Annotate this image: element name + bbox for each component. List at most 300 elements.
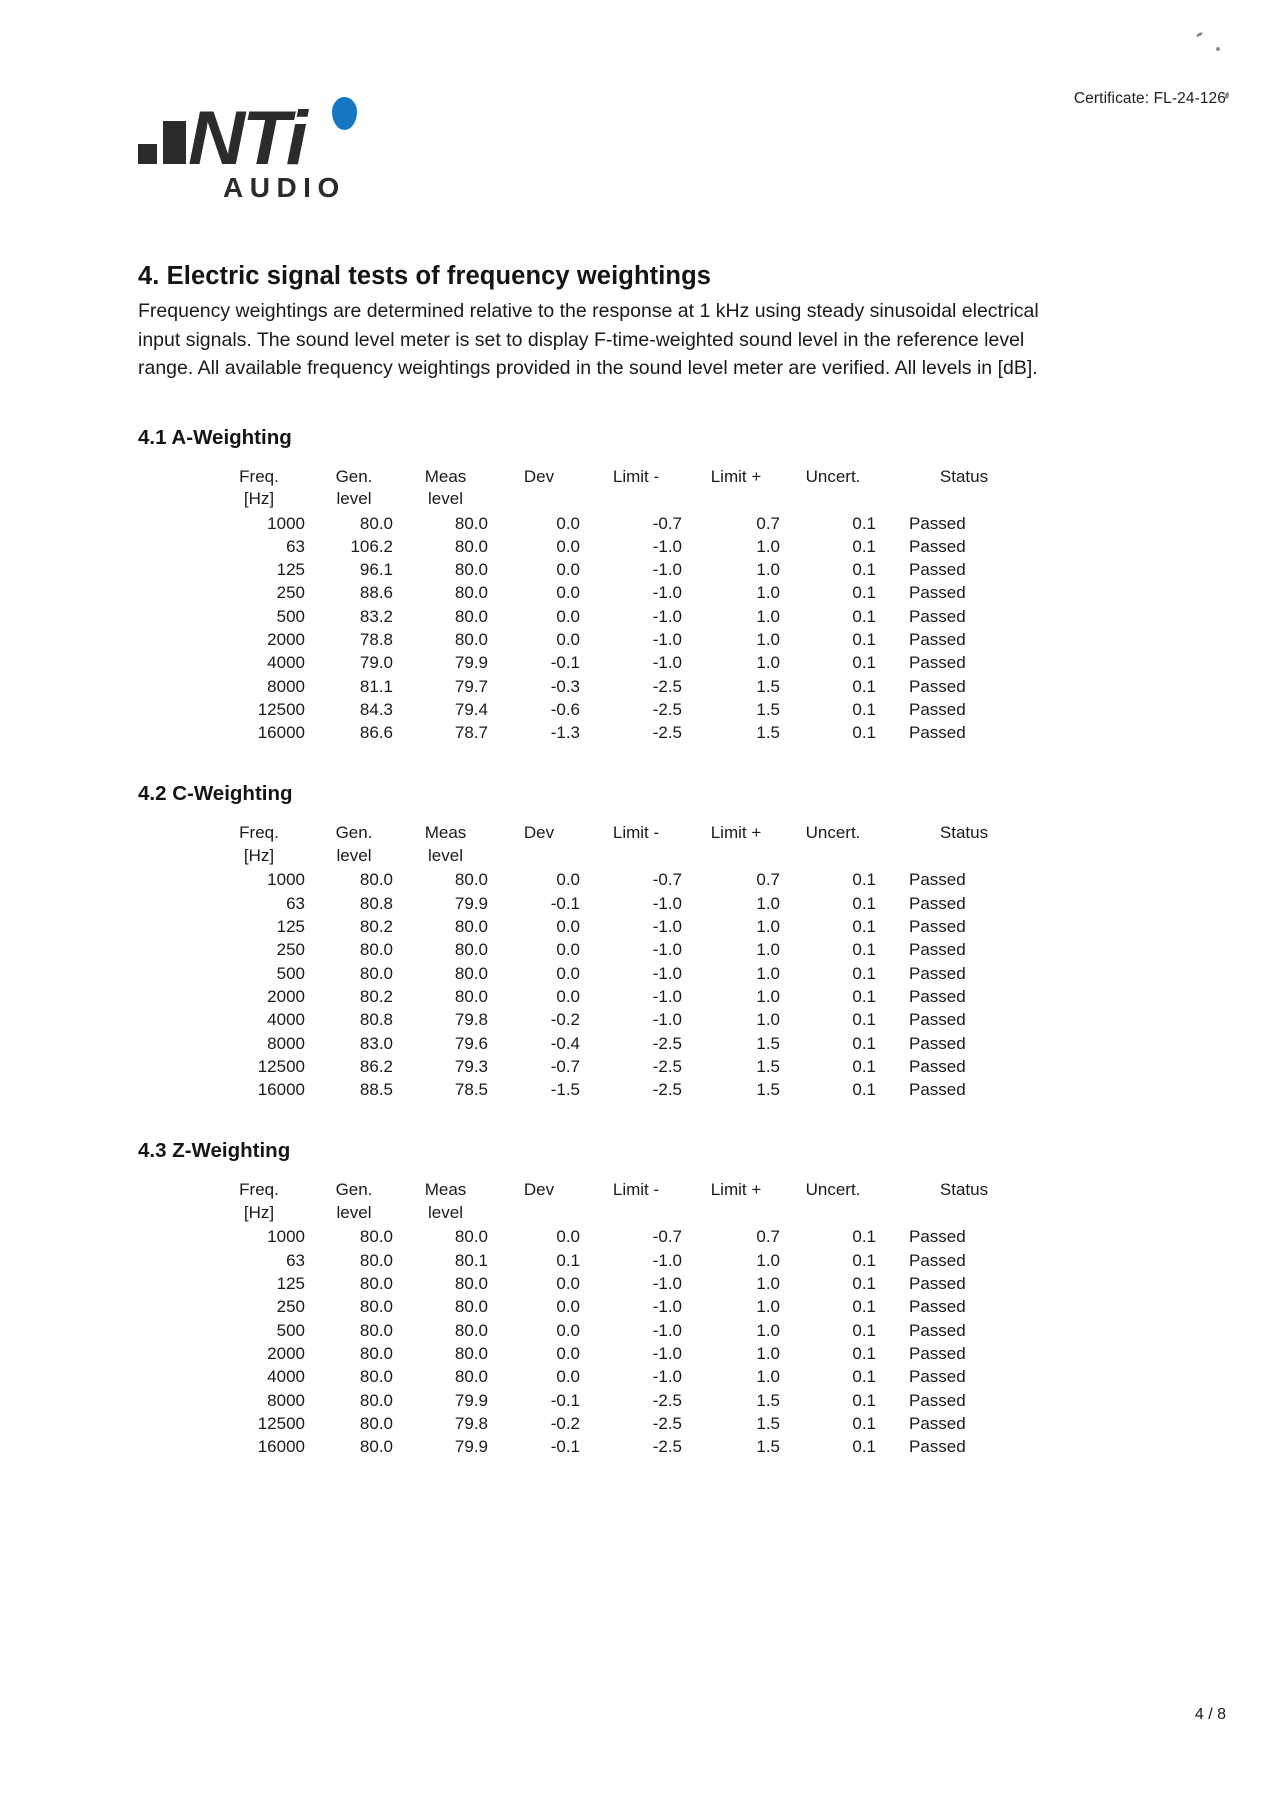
table-row: [213, 1365, 1019, 1388]
table-row: [213, 1249, 1019, 1272]
cell-uncert: 0.1: [852, 1297, 876, 1317]
cell-uncert: 0.1: [852, 699, 876, 719]
cell-uncert: 0.1: [852, 583, 876, 603]
cell-dev: 0.0: [556, 963, 580, 983]
cell-limit-plus: 0.7: [756, 513, 780, 533]
cell-limit-plus: 1.0: [756, 893, 780, 913]
cell-meas-level: 79.8: [454, 1413, 488, 1433]
col-header-limit-plus: Limit +: [710, 466, 762, 486]
cell-status: Passed: [909, 583, 966, 603]
cell-status: Passed: [909, 676, 966, 696]
table-header-row: [213, 822, 1019, 868]
cell-status: Passed: [909, 606, 966, 626]
cell-limit-minus: -1.0: [652, 1343, 682, 1363]
col-header-uncert: Uncert.: [805, 823, 861, 843]
cell-gen-level: 83.2: [359, 606, 393, 626]
cell-limit-minus: -1.0: [652, 606, 682, 626]
table-row: [213, 581, 1019, 604]
cell-frequency: 250: [276, 940, 305, 960]
cell-dev: 0.0: [556, 1367, 580, 1387]
col-header-limit-minus: Limit -: [612, 823, 660, 843]
cell-limit-plus: 0.7: [756, 1227, 780, 1247]
cell-uncert: 0.1: [852, 1010, 876, 1030]
cell-uncert: 0.1: [852, 1056, 876, 1076]
cell-status: Passed: [909, 653, 966, 673]
cell-uncert: 0.1: [852, 653, 876, 673]
cell-frequency: 500: [276, 606, 305, 626]
table-row: [213, 1389, 1019, 1412]
cell-status: Passed: [909, 1033, 966, 1053]
subsection-title: 4.2 C-Weighting: [138, 782, 293, 806]
cell-limit-plus: 1.0: [756, 1343, 780, 1363]
cell-frequency: 2000: [267, 1343, 305, 1363]
cell-limit-plus: 1.0: [756, 963, 780, 983]
cell-gen-level: 79.0: [359, 653, 393, 673]
weighting-subsection-1: [138, 426, 1148, 745]
cell-frequency: 250: [276, 583, 305, 603]
col-header-meas-line2: level: [428, 489, 463, 508]
cell-gen-level: 80.0: [359, 963, 393, 983]
cell-frequency: 8000: [267, 1390, 305, 1410]
cell-dev: 0.0: [556, 940, 580, 960]
cell-limit-plus: 1.5: [756, 1080, 780, 1100]
cell-frequency: 125: [276, 917, 305, 937]
cell-gen-level: 80.0: [359, 1250, 393, 1270]
cell-frequency: 125: [276, 560, 305, 580]
cell-meas-level: 80.0: [454, 536, 488, 556]
cell-status: Passed: [909, 940, 966, 960]
cell-status: Passed: [909, 629, 966, 649]
table-row: [213, 1342, 1019, 1365]
cell-uncert: 0.1: [852, 513, 876, 533]
document-content: [138, 262, 1148, 1458]
cell-uncert: 0.1: [852, 676, 876, 696]
col-header-meas-line1: Meas: [424, 823, 467, 843]
certificate-number: Certificate: FL-24-126: [1073, 90, 1226, 107]
cell-dev: -0.7: [550, 1056, 580, 1076]
cell-meas-level: 79.9: [454, 1390, 488, 1410]
cell-frequency: 63: [286, 893, 305, 913]
cell-limit-minus: -1.0: [652, 1010, 682, 1030]
cell-meas-level: 80.0: [454, 606, 488, 626]
col-header-frequency-line1: Freq.: [239, 823, 279, 843]
cell-meas-level: 80.0: [454, 940, 488, 960]
cell-limit-minus: -1.0: [652, 963, 682, 983]
cell-limit-minus: -2.5: [652, 676, 682, 696]
cell-dev: 0.1: [556, 1250, 580, 1270]
cell-limit-plus: 1.0: [756, 1297, 780, 1317]
cell-status: Passed: [909, 1227, 966, 1247]
cell-uncert: 0.1: [852, 940, 876, 960]
cell-status: Passed: [909, 1413, 966, 1433]
col-header-gen-line2: level: [336, 845, 372, 865]
cell-meas-level: 79.7: [454, 676, 488, 696]
cell-meas-level: 80.1: [454, 1250, 488, 1270]
cell-meas-level: 80.0: [454, 513, 488, 533]
measurement-table: [213, 1179, 1019, 1458]
cell-uncert: 0.1: [852, 560, 876, 580]
cell-dev: 0.0: [556, 1227, 580, 1247]
cell-dev: 0.0: [556, 870, 580, 890]
cell-limit-minus: -1.0: [652, 629, 682, 649]
cell-uncert: 0.1: [852, 986, 876, 1006]
cell-status: Passed: [909, 1390, 966, 1410]
logo-bar-large-icon: [163, 121, 186, 164]
table-row: [213, 675, 1019, 698]
col-header-gen-line1: Gen.: [335, 1180, 373, 1200]
table-body: [213, 1225, 1019, 1458]
measurement-table-wrapper: [213, 822, 1148, 1101]
col-header-gen-line2: level: [336, 489, 372, 508]
cell-frequency: 16000: [257, 723, 305, 743]
logo-wordmark: NTi: [188, 96, 305, 181]
cell-dev: -0.4: [550, 1033, 580, 1053]
section-intro-paragraph: Frequency weightings are determined relative to the response at 1 kHz using steady sinusoidal electrical input signals. The sound level meter is set to display F-time-weighted sound level in the reference level range. All available frequency weightings provided in the sound level meter are verified. All levels in [dB].: [138, 300, 1039, 379]
cell-status: Passed: [909, 986, 966, 1006]
cell-limit-minus: -2.5: [652, 699, 682, 719]
cell-limit-plus: 1.0: [756, 1274, 780, 1294]
cell-limit-plus: 1.0: [756, 1250, 780, 1270]
cell-uncert: 0.1: [852, 1227, 876, 1247]
cell-uncert: 0.1: [852, 1367, 876, 1387]
cell-meas-level: 79.9: [454, 653, 488, 673]
cell-limit-minus: -1.0: [652, 986, 682, 1006]
col-header-frequency-line2: [Hz]: [243, 845, 275, 865]
cell-frequency: 1000: [267, 1227, 305, 1247]
cell-meas-level: 80.0: [454, 870, 488, 890]
cell-limit-minus: -2.5: [652, 1033, 682, 1053]
cell-limit-minus: -2.5: [652, 1080, 682, 1100]
cell-dev: -0.6: [550, 699, 580, 719]
table-row: [213, 1295, 1019, 1318]
cell-status: Passed: [909, 1250, 966, 1270]
cell-frequency: 12500: [257, 699, 305, 719]
weighting-subsections: [138, 426, 1148, 1459]
cell-uncert: 0.1: [852, 1320, 876, 1340]
cell-frequency: 1000: [267, 513, 305, 533]
cell-dev: -0.1: [550, 893, 580, 913]
cell-meas-level: 80.0: [454, 629, 488, 649]
col-header-limit-plus: Limit +: [710, 1180, 762, 1200]
cell-limit-minus: -1.0: [652, 1274, 682, 1294]
cell-gen-level: 80.2: [359, 917, 393, 937]
cell-dev: 0.0: [556, 513, 580, 533]
col-header-gen-level: [305, 822, 393, 868]
cell-meas-level: 79.4: [454, 699, 488, 719]
cell-meas-level: 80.0: [454, 560, 488, 580]
measurement-table: [213, 822, 1019, 1101]
col-header-frequency-line1: Freq.: [239, 1180, 279, 1200]
col-header-frequency-line1: Freq.: [239, 466, 279, 486]
cell-dev: 0.0: [556, 629, 580, 649]
cell-limit-plus: 1.5: [756, 699, 780, 719]
cell-meas-level: 80.0: [454, 1297, 488, 1317]
cell-limit-plus: 1.0: [756, 583, 780, 603]
cell-uncert: 0.1: [852, 1274, 876, 1294]
col-header-gen-level: [305, 466, 393, 512]
cell-limit-plus: 1.0: [756, 560, 780, 580]
table-row: [213, 512, 1019, 535]
cell-limit-plus: 1.5: [756, 1390, 780, 1410]
cell-dev: -1.5: [550, 1080, 580, 1100]
table-head: [213, 822, 1019, 868]
cell-status: Passed: [909, 917, 966, 937]
col-header-meas-level: [393, 822, 488, 868]
cell-frequency: 8000: [267, 1033, 305, 1053]
cell-meas-level: 79.9: [454, 1437, 488, 1457]
cell-limit-plus: 1.0: [756, 606, 780, 626]
cell-dev: -1.3: [550, 723, 580, 743]
cell-meas-level: 80.0: [454, 1320, 488, 1340]
cell-status: Passed: [909, 513, 966, 533]
table-body: [213, 868, 1019, 1101]
col-header-frequency: [213, 466, 305, 512]
cell-gen-level: 80.0: [359, 1390, 393, 1410]
cell-limit-minus: -1.0: [652, 560, 682, 580]
cell-dev: 0.0: [556, 606, 580, 626]
table-row: [213, 721, 1019, 744]
cell-gen-level: 106.2: [350, 536, 393, 556]
col-header-status: Status: [939, 1180, 989, 1200]
cell-status: Passed: [909, 1274, 966, 1294]
cell-limit-plus: 1.0: [756, 629, 780, 649]
cell-uncert: 0.1: [852, 1413, 876, 1433]
cell-gen-level: 80.8: [359, 893, 393, 913]
cell-dev: 0.0: [556, 917, 580, 937]
cell-limit-plus: 1.0: [756, 653, 780, 673]
col-header-limit-plus: Limit +: [710, 823, 762, 843]
cell-frequency: 125: [276, 1274, 305, 1294]
scan-speck-icon: [1216, 47, 1220, 51]
measurement-table-wrapper: [213, 1179, 1148, 1458]
cell-dev: 0.0: [556, 1343, 580, 1363]
cell-status: Passed: [909, 1010, 966, 1030]
col-header-meas-line1: Meas: [424, 1180, 467, 1200]
cell-status: Passed: [909, 560, 966, 580]
cell-limit-minus: -1.0: [652, 1367, 682, 1387]
cell-dev: -0.1: [550, 1437, 580, 1457]
cell-dev: -0.1: [550, 653, 580, 673]
cell-meas-level: 80.0: [454, 583, 488, 603]
cell-frequency: 500: [276, 1320, 305, 1340]
cell-limit-minus: -2.5: [652, 1437, 682, 1457]
cell-uncert: 0.1: [852, 963, 876, 983]
cell-status: Passed: [909, 870, 966, 890]
cell-gen-level: 86.2: [359, 1056, 393, 1076]
table-row: [213, 1412, 1019, 1435]
cell-status: Passed: [909, 1297, 966, 1317]
table-row: [213, 1078, 1019, 1101]
cell-meas-level: 79.3: [454, 1056, 488, 1076]
table-row: [213, 938, 1019, 961]
col-header-meas-line2: level: [428, 845, 463, 865]
table-header-row: [213, 1179, 1019, 1225]
cell-dev: 0.0: [556, 986, 580, 1006]
cell-meas-level: 80.0: [454, 1274, 488, 1294]
cell-status: Passed: [909, 723, 966, 743]
cell-frequency: 4000: [267, 1010, 305, 1030]
table-row: [213, 868, 1019, 891]
cell-dev: -0.2: [550, 1413, 580, 1433]
cell-limit-minus: -2.5: [652, 1413, 682, 1433]
cell-meas-level: 80.0: [454, 917, 488, 937]
cell-dev: 0.0: [556, 1274, 580, 1294]
cell-status: Passed: [909, 893, 966, 913]
cell-limit-plus: 1.5: [756, 1033, 780, 1053]
cell-status: Passed: [909, 536, 966, 556]
table-row: [213, 1272, 1019, 1295]
cell-uncert: 0.1: [852, 917, 876, 937]
cell-gen-level: 80.0: [359, 1437, 393, 1457]
col-header-gen-level: [305, 1179, 393, 1225]
cell-gen-level: 80.0: [359, 1343, 393, 1363]
cell-gen-level: 83.0: [359, 1033, 393, 1053]
col-header-meas-line2: level: [428, 1202, 463, 1222]
col-header-frequency: [213, 822, 305, 868]
cell-meas-level: 80.0: [454, 1227, 488, 1247]
cell-meas-level: 79.9: [454, 893, 488, 913]
cell-frequency: 1000: [267, 870, 305, 890]
page-number-footer: 4 / 8: [1194, 1706, 1226, 1723]
cell-limit-minus: -1.0: [652, 583, 682, 603]
cell-frequency: 4000: [267, 1367, 305, 1387]
cell-frequency: 2000: [267, 629, 305, 649]
cell-uncert: 0.1: [852, 723, 876, 743]
cell-limit-minus: -1.0: [652, 893, 682, 913]
cell-limit-minus: -0.7: [652, 870, 682, 890]
col-header-dev: Dev: [523, 466, 555, 486]
cell-limit-minus: -1.0: [652, 653, 682, 673]
cell-frequency: 63: [286, 1250, 305, 1270]
cell-frequency: 2000: [267, 986, 305, 1006]
logo-subtext: AUDIO: [223, 172, 346, 203]
table-row: [213, 915, 1019, 938]
table-row: [213, 1055, 1019, 1078]
cell-limit-minus: -1.0: [652, 1320, 682, 1340]
cell-limit-plus: 1.5: [756, 1413, 780, 1433]
cell-limit-minus: -1.0: [652, 1297, 682, 1317]
cell-gen-level: 80.0: [359, 1227, 393, 1247]
table-row: [213, 651, 1019, 674]
weighting-subsection-3: [138, 1139, 1148, 1458]
table-row: [213, 558, 1019, 581]
table-row: [213, 1032, 1019, 1055]
cell-dev: 0.0: [556, 536, 580, 556]
cell-meas-level: 80.0: [454, 1343, 488, 1363]
cell-dev: -0.1: [550, 1390, 580, 1410]
cell-frequency: 250: [276, 1297, 305, 1317]
col-header-status: Status: [939, 466, 989, 486]
cell-limit-plus: 1.5: [756, 1437, 780, 1457]
cell-status: Passed: [909, 1367, 966, 1387]
weighting-subsection-2: [138, 782, 1148, 1101]
cell-gen-level: 88.6: [359, 583, 393, 603]
cell-frequency: 16000: [257, 1080, 305, 1100]
table-head: [213, 466, 1019, 512]
table-body: [213, 512, 1019, 745]
cell-meas-level: 80.0: [454, 986, 488, 1006]
cell-dev: 0.0: [556, 1297, 580, 1317]
measurement-table: [213, 466, 1019, 745]
table-row: [213, 985, 1019, 1008]
cell-frequency: 63: [286, 536, 305, 556]
cell-dev: 0.0: [556, 1320, 580, 1340]
cell-limit-minus: -0.7: [652, 1227, 682, 1247]
logo-bar-small-icon: [138, 144, 157, 164]
cell-status: Passed: [909, 1343, 966, 1363]
cell-gen-level: 78.8: [359, 629, 393, 649]
cell-limit-plus: 0.7: [756, 870, 780, 890]
table-row: [213, 605, 1019, 628]
cell-meas-level: 80.0: [454, 963, 488, 983]
col-header-gen-line1: Gen.: [335, 466, 373, 486]
cell-meas-level: 80.0: [454, 1367, 488, 1387]
cell-limit-plus: 1.5: [756, 676, 780, 696]
cell-gen-level: 80.0: [359, 940, 393, 960]
cell-gen-level: 86.6: [359, 723, 393, 743]
cell-status: Passed: [909, 1320, 966, 1340]
cell-frequency: 4000: [267, 653, 305, 673]
cell-dev: 0.0: [556, 560, 580, 580]
measurement-table-wrapper: [213, 466, 1148, 745]
col-header-limit-minus: Limit -: [612, 466, 660, 486]
cell-gen-level: 96.1: [359, 560, 393, 580]
cell-limit-plus: 1.0: [756, 1367, 780, 1387]
cell-dev: -0.2: [550, 1010, 580, 1030]
cell-limit-plus: 1.0: [756, 1320, 780, 1340]
cell-gen-level: 80.2: [359, 986, 393, 1006]
cell-gen-level: 81.1: [359, 676, 393, 696]
cell-gen-level: 80.0: [359, 1367, 393, 1387]
cell-status: Passed: [909, 699, 966, 719]
table-row: [213, 535, 1019, 558]
subsection-title: 4.1 A-Weighting: [138, 425, 292, 449]
cell-meas-level: 78.5: [454, 1080, 488, 1100]
cell-status: Passed: [909, 1080, 966, 1100]
cell-status: Passed: [909, 1437, 966, 1457]
table-row: [213, 1008, 1019, 1031]
table-row: [213, 1435, 1019, 1458]
col-header-frequency-line2: [Hz]: [243, 1202, 275, 1222]
col-header-frequency: [213, 1179, 305, 1225]
cell-status: Passed: [909, 963, 966, 983]
table-header-row: [213, 466, 1019, 512]
cell-limit-plus: 1.5: [756, 1056, 780, 1076]
cell-gen-level: 80.0: [359, 1413, 393, 1433]
table-row: [213, 698, 1019, 721]
cell-limit-plus: 1.0: [756, 1010, 780, 1030]
cell-limit-minus: -1.0: [652, 1250, 682, 1270]
col-header-limit-minus: Limit -: [612, 1180, 660, 1200]
cell-limit-minus: -1.0: [652, 917, 682, 937]
page-title: 4. Electric signal tests of frequency weightings: [138, 262, 712, 290]
cell-meas-level: 79.6: [454, 1033, 488, 1053]
cell-gen-level: 80.0: [359, 1297, 393, 1317]
table-row: [213, 1319, 1019, 1342]
cell-uncert: 0.1: [852, 1437, 876, 1457]
col-header-dev: Dev: [523, 823, 555, 843]
cell-uncert: 0.1: [852, 1250, 876, 1270]
cell-status: Passed: [909, 1056, 966, 1076]
col-header-gen-line2: level: [336, 1202, 372, 1222]
table-row: [213, 962, 1019, 985]
cell-gen-level: 80.8: [359, 1010, 393, 1030]
table-head: [213, 1179, 1019, 1225]
logo-blue-dot-icon: [332, 97, 357, 130]
cell-uncert: 0.1: [852, 1033, 876, 1053]
col-header-meas-level: [393, 1179, 488, 1225]
cell-limit-minus: -2.5: [652, 723, 682, 743]
